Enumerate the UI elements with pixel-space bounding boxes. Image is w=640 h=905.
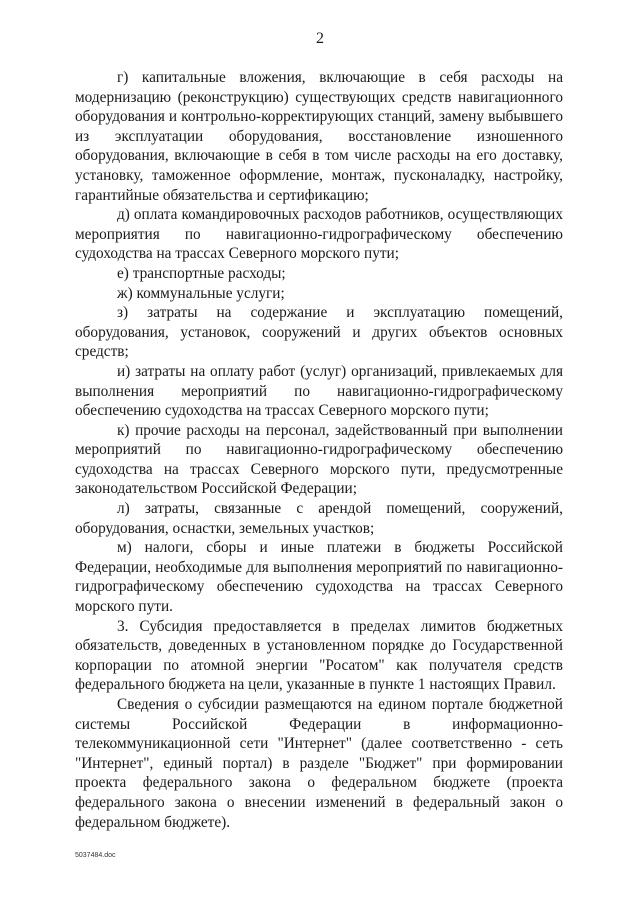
paragraph-subsidy-publication: Сведения о субсидии размещаются на едином портале бюджетной системы Российской Федерации в информационно-телекоммуникационной сети "Интернет" (далее соответственно - сеть "Интернет", единый портал) в разделе "Бюджет" при формировании проекта федерального закона о федеральном бюджете (проекта федерального закона о внесении изменений в федеральный закон о федеральном бюджете). (75, 696, 563, 831)
paragraph-k-personnel-expenses: к) прочие расходы на персонал, задействованный при выполнении мероприятий по навигационно-гидрографическому обеспечению судоходства на трассах Северного морского пути, предусмотренные законодательством Российской Федерации; (75, 421, 563, 498)
paragraph-zh-utilities: ж) коммунальные услуги; (117, 284, 285, 302)
paragraph-g-capital-investments: г) капитальные вложения, включающие в себя расходы на модернизацию (реконструкцию) существующих средств навигационного оборудования и контрольно-корректирующих станций, замену выбывшего из эксплуатации оборудования, восстановление изношенного оборудования, включающие в себя в том числе расходы на его доставку, установку, таможенное оформление, монтаж, пусконаладку, настройку, гарантийные обязательства и сертификацию; (75, 69, 563, 204)
page-number: 2 (316, 30, 324, 47)
paragraph-m-taxes: м) налоги, сборы и иные платежи в бюджеты Российской Федерации, необходимые для выполнения мероприятий по навигационно-гидрографическому обеспечению судоходства на трассах Северного морского пути. (75, 539, 563, 616)
paragraph-i-services-costs: и) затраты на оплату работ (услуг) организаций, привлекаемых для выполнения мероприятий по навигационно-гидрографическому обеспечению судоходства на трассах Северного морского пути; (75, 362, 563, 420)
paragraph-e-transport-expenses: е) транспортные расходы; (117, 264, 286, 282)
document-file-code: 5037484.doc (75, 852, 116, 859)
document-body (75, 68, 563, 832)
paragraph-3-subsidy-limits: 3. Субсидия предоставляется в пределах лимитов бюджетных обязательств, доведенных в установленном порядке до Государственной корпорации по атомной энергии "Росатом" как получателя средств федерального бюджета на цели, указанные в пункте 1 настоящих Правил. (75, 617, 563, 694)
paragraph-z-maintenance-costs: з) затраты на содержание и эксплуатацию помещений, оборудования, установок, сооружений и других объектов основных средств; (75, 304, 563, 361)
paragraph-l-rent-costs: л) затраты, связанные с арендой помещений, сооружений, оборудования, оснастки, земельных участков; (75, 500, 563, 537)
paragraph-d-travel-expenses: д) оплата командировочных расходов работников, осуществляющих мероприятия по навигационно-гидрографическому обеспечению судоходства на трассах Северного морского пути; (75, 206, 563, 263)
